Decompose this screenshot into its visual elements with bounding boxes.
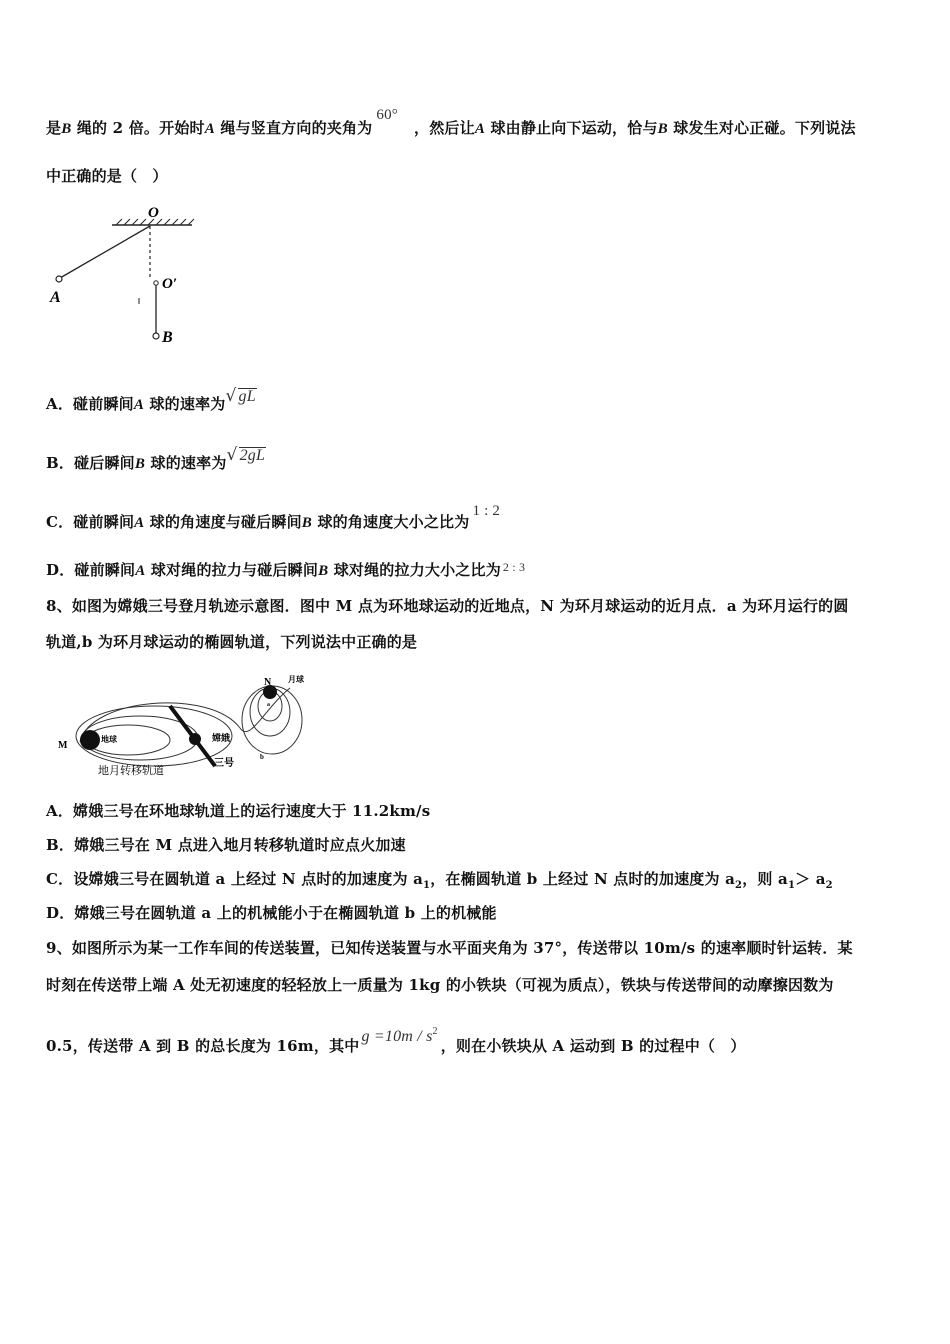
q7-stem-line-1: 是B 绳的 2 倍。开始时A 绳与竖直方向的夹角为60°，然后让A 球由静止向下运动，恰与B 球发生对心正碰。下列说法 bbox=[46, 107, 856, 137]
label-B: B bbox=[162, 329, 173, 346]
label-a: a bbox=[267, 702, 270, 708]
q9-stem-line-3: 0.5，传送带 A 到 B 的总长度为 16m，其中$g =10m / s^2$，则在小铁块从 A 运动到 B 的过程中（ ） bbox=[46, 1026, 746, 1055]
q8-stem-line-2: 轨道,b 为环月球运动的椭圆轨道，下列说法中正确的是 bbox=[46, 633, 418, 651]
earth bbox=[80, 730, 100, 750]
g-formula: $g =10m / s^2$ bbox=[361, 1026, 438, 1045]
q8-option-d[interactable]: D．嫦娥三号在圆轨道 a 上的机械能小于在椭圆轨道 b 上的机械能 bbox=[46, 904, 497, 922]
change-orbit-figure bbox=[50, 668, 320, 780]
spacecraft bbox=[189, 733, 201, 745]
q7-option-b[interactable]: B．碰后瞬间B 球的速率为√ 2gL bbox=[46, 445, 266, 472]
label-Oprime: O′ bbox=[162, 276, 178, 292]
label-earth: 地球 bbox=[101, 735, 117, 744]
q7-stem-line-2: 中正确的是（ ） bbox=[46, 167, 168, 185]
ball-B bbox=[153, 333, 159, 339]
label-M: M bbox=[58, 740, 68, 751]
q9-stem-line-2: 时刻在传送带上端 A 处无初速度的轻轻放上一质量为 1kg 的小铁块（可视为质点），铁块与传送带间的动摩擦因数为 bbox=[46, 976, 834, 994]
q8-option-a[interactable]: A．嫦娥三号在环地球轨道上的运行速度大于 11.2km/s bbox=[46, 802, 431, 820]
pivot-Oprime bbox=[154, 281, 158, 285]
label-A: A bbox=[50, 289, 61, 306]
label-change-1: 嫦娥 bbox=[212, 733, 231, 743]
pendulum-figure bbox=[44, 198, 204, 350]
q7-option-c[interactable]: C．碰前瞬间A 球的角速度与碰后瞬间B 球的角速度大小之比为1 : 2 bbox=[46, 503, 501, 531]
label-b: b bbox=[260, 753, 264, 761]
ball-A bbox=[56, 276, 62, 282]
label-change-2: 三号 bbox=[214, 758, 234, 769]
label-O: O bbox=[148, 205, 159, 221]
label-moon: 月球 bbox=[288, 675, 304, 684]
q8-option-b[interactable]: B．嫦娥三号在 M 点进入地月转移轨道时应点火加速 bbox=[46, 836, 406, 854]
q8-option-c[interactable]: C．设嫦娥三号在圆轨道 a 上经过 N 点时的加速度为 $a_1$，在椭圆轨道 b 上经过 N 点时的加速度为 $a_2$，则 $a_1> a_2$ bbox=[46, 870, 833, 891]
q8-stem-line-1: 8、如图为嫦娥三号登月轨迹示意图．图中 M 点为环地球运动的近地点，N 为环月球运动的近月点．a 为环月运行的圆 bbox=[46, 597, 849, 615]
angle-60: 60° bbox=[376, 107, 398, 123]
label-N: N bbox=[264, 677, 272, 688]
q7-option-d[interactable]: D．碰前瞬间A 球对绳的拉力与碰后瞬间B 球对绳的拉力大小之比为 $^{2 : 3}$ bbox=[46, 560, 526, 579]
q9-stem-line-1: 9、如图所示为某一工作车间的传送装置，已知传送装置与水平面夹角为 37°，传送带以 10m/s 的速率顺时针运转．某 bbox=[46, 939, 853, 957]
q7-option-a[interactable]: A．碰前瞬间A 球的速率为√ gL bbox=[46, 386, 256, 413]
label-transfer-orbit: 地月转移轨道 bbox=[98, 765, 164, 777]
